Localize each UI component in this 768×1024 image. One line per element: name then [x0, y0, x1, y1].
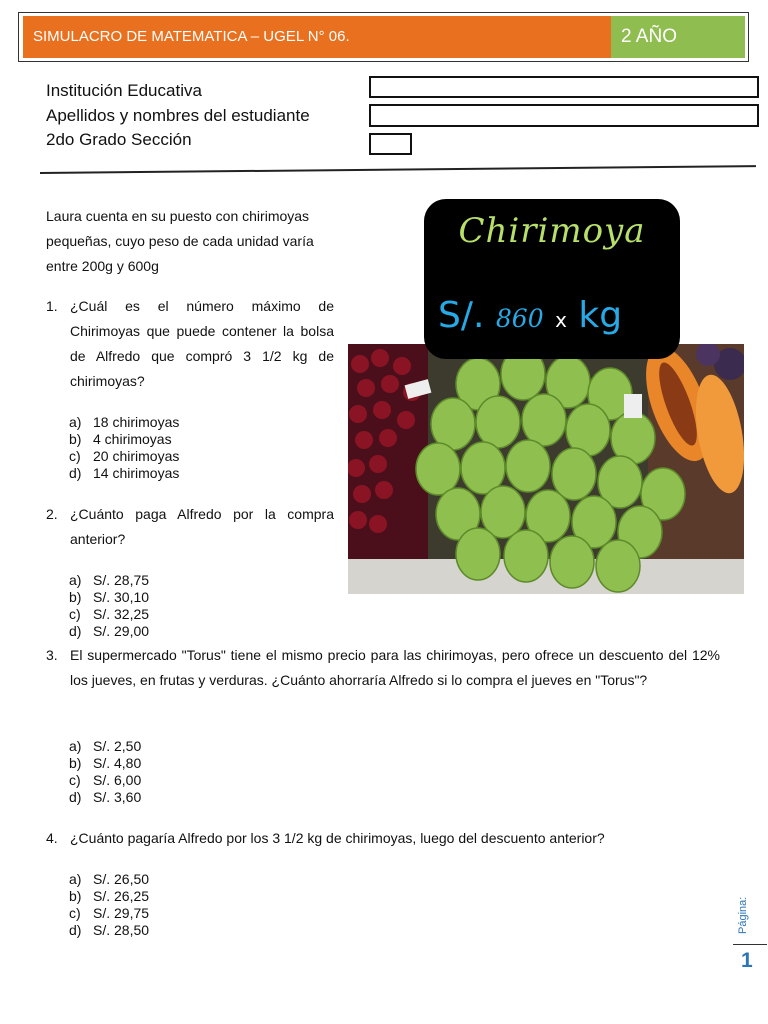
student-name-label: Apellidos y nombres del estudiante: [46, 105, 310, 125]
institution-field[interactable]: [369, 76, 759, 98]
question-1-options: [69, 414, 179, 482]
question-number: 3.: [46, 647, 58, 663]
page-divider: [733, 944, 767, 945]
option[interactable]: b) S/. 4,80: [69, 755, 142, 771]
question-number: 1.: [46, 298, 58, 314]
sign-unit: kg: [578, 295, 623, 336]
sign-product-name: Chirimoya: [458, 211, 646, 251]
sign-times: x: [555, 308, 567, 332]
question-text: El supermercado "Torus" tiene el mismo precio para las chirimoyas, pero ofrece un descuento del 12% los jueves, en frutas y verduras. ¿Cuánto ahorraría Alfredo si lo compra el jueves en "Torus"?: [70, 647, 720, 688]
option[interactable]: a) S/. 2,50: [69, 738, 142, 754]
page-label: Página:: [737, 896, 749, 934]
option[interactable]: c) 20 chirimoyas: [69, 448, 180, 464]
question-text: ¿Cuánto paga Alfredo por la compra anterior?: [70, 506, 334, 547]
header-divider: [40, 165, 756, 173]
chirimoya-photo: [348, 344, 744, 594]
grade-section-label: 2do Grado Sección: [46, 130, 192, 149]
option[interactable]: a) S/. 26,50: [69, 871, 150, 887]
question-number: 2.: [46, 506, 58, 522]
option[interactable]: a) S/. 28,75: [69, 572, 150, 588]
question-text: ¿Cuál es el número máximo de Chirimoyas que puede contener la bolsa de Alfredo que compró 3 1/2 kg de chirimoyas?: [70, 298, 334, 389]
student-info-labels: [46, 79, 310, 153]
page-number: 1: [741, 949, 753, 972]
option[interactable]: d) S/. 28,50: [69, 922, 150, 938]
sign-amount: 860: [495, 304, 544, 333]
option[interactable]: b) 4 chirimoyas: [69, 431, 172, 447]
fruit-market-illustration: [348, 344, 744, 594]
grade-badge: 2 AÑO: [611, 16, 745, 58]
question-text: ¿Cuánto pagaría Alfredo por los 3 1/2 kg de chirimoyas, luego del descuento anterior?: [70, 830, 605, 846]
option[interactable]: b) S/. 30,10: [69, 589, 150, 605]
question-number: 4.: [46, 830, 58, 846]
institution-label: Institución Educativa: [46, 81, 202, 100]
option[interactable]: d) S/. 3,60: [69, 789, 142, 805]
question-2-options: [69, 572, 149, 640]
problem-intro: Laura cuenta en su puesto con chirimoyas pequeñas, cuyo peso de cada unidad varía entre 200g y 600g: [46, 208, 314, 274]
student-name-field[interactable]: [369, 104, 759, 127]
exam-header: [18, 12, 749, 62]
exam-title: SIMULACRO DE MATEMATICA – UGEL N° 06.: [23, 16, 611, 58]
grade-section-field[interactable]: [369, 133, 412, 155]
option[interactable]: d) 14 chirimoyas: [69, 465, 180, 481]
sign-price: [438, 295, 622, 336]
question-3-options: [69, 738, 141, 806]
option[interactable]: b) S/. 26,25: [69, 888, 150, 904]
option[interactable]: a) 18 chirimoyas: [69, 414, 180, 430]
sign-currency: S/.: [438, 295, 485, 336]
question-4-options: [69, 871, 149, 939]
option[interactable]: c) S/. 29,75: [69, 905, 150, 921]
price-sign: [424, 199, 680, 359]
option[interactable]: c) S/. 6,00: [69, 772, 142, 788]
option[interactable]: d) S/. 29,00: [69, 623, 150, 639]
option[interactable]: c) S/. 32,25: [69, 606, 150, 622]
